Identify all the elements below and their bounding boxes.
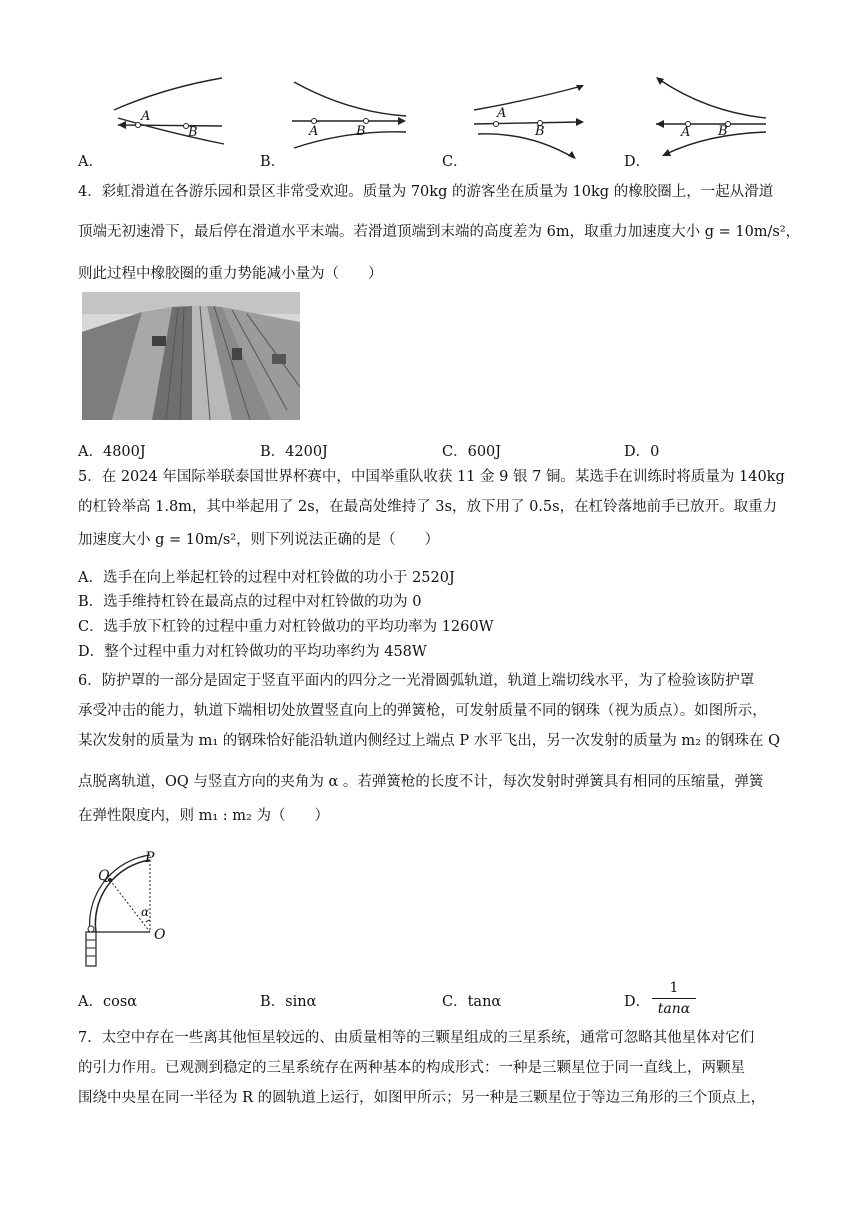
q6-option-a: A．cosα	[78, 994, 138, 1010]
q3-point-a-label: A	[309, 124, 319, 139]
q3-figure-c	[470, 82, 596, 162]
q5-option-c: C．选手放下杠铃的过程中重力对杠铃做功的平均功率为 1260W	[78, 619, 494, 635]
q6-option-c: C．tanα	[442, 994, 502, 1010]
q3-point-a-label: A	[141, 109, 151, 124]
q3-point-b-label: B	[188, 125, 198, 140]
q4-text-line: 则此过程中橡胶圈的重力势能减小量为（ ）	[78, 266, 383, 282]
q4-option-c: C．600J	[442, 444, 502, 460]
point-q-label: Q	[98, 868, 110, 884]
q5-text-line: 加速度大小 g = 10m/s²，则下列说法正确的是（ ）	[78, 532, 440, 548]
q3-point-b-label: B	[718, 124, 728, 139]
angle-alpha-label: α	[141, 905, 150, 919]
q4-option-a: A．4800J	[78, 444, 146, 460]
q3-option-d: D．	[624, 154, 651, 170]
q3-figure-b	[288, 76, 414, 150]
q3-point-a-label: A	[681, 125, 691, 140]
q6-text-line: 某次发射的质量为 m₁ 的钢珠恰好能沿轨道内侧经过上端点 P 水平飞出，另一次发射的质量为 m₂ 的钢珠在 Q	[78, 733, 781, 749]
q4-text-line: 顶端无初速滑下，最后停在滑道水平末端。若滑道顶端到末端的高度差为 6m，取重力加速度大小 g = 10m/s²，	[78, 224, 801, 240]
q7-text-line: 7．太空中存在一些离其他恒星较远的、由质量相等的三颗星组成的三星系统，通常可忽略其他星体对它们	[78, 1030, 755, 1046]
q3-figure-a	[104, 74, 230, 148]
q6-option-d: D．	[624, 994, 651, 1010]
q5-text-line: 5．在 2024 年国际举联泰国世界杯赛中，中国举重队收获 11 金 9 银 7 铜。某选手在训练时将质量为 140kg	[78, 469, 785, 485]
q5-option-a: A．选手在向上举起杠铃的过程中对杠铃做的功小于 2520J	[78, 570, 455, 586]
fraction-denominator: tanα	[657, 1001, 691, 1017]
q6-text-line: 承受冲击的能力，轨道下端相切处放置竖直向上的弹簧枪，可发射质量不同的钢珠（视为质点）。如图所示，	[78, 703, 767, 719]
fraction-numerator: 1	[652, 980, 696, 999]
q5-option-b: B．选手维持杠铃在最高点的过程中对杠铃做的功为 0	[78, 594, 422, 610]
q3-point-b-label: B	[356, 124, 366, 139]
q3-option-c: C．	[442, 154, 468, 170]
q3-point-a-label: A	[497, 106, 507, 121]
q6-option-d-fraction	[652, 980, 696, 1017]
q6-option-b: B．sinα	[260, 994, 317, 1010]
q7-text-line: 的引力作用。已观测到稳定的三星系统存在两种基本的构成形式：一种是三颗星位于同一直线上，两颗星	[78, 1060, 745, 1076]
arc-track-diagram	[80, 852, 180, 972]
q4-text-line: 4．彩虹滑道在各游乐园和景区非常受欢迎。质量为 70kg 的游客坐在质量为 10kg 的橡胶圈上，一起从滑道	[78, 184, 774, 200]
q7-text-line: 围绕中央星在同一半径为 R 的圆轨道上运行，如图甲所示；另一种是三颗星位于等边三角形的三个顶点上，	[78, 1090, 766, 1106]
q4-option-d: D．0	[624, 444, 660, 460]
q5-option-d: D．整个过程中重力对杠铃做功的平均功率约为 458W	[78, 644, 427, 660]
q6-text-line: 在弹性限度内，则 m₁ : m₂ 为（ ）	[78, 808, 329, 824]
point-o-label: O	[154, 927, 166, 943]
point-p-label: P	[145, 850, 155, 866]
q3-option-b: B．	[260, 154, 286, 170]
q6-text-line: 点脱离轨道，OQ 与竖直方向的夹角为 α 。若弹簧枪的长度不计，每次发射时弹簧具有相同的压缩量，弹簧	[78, 774, 764, 790]
rainbow-slide-photo	[82, 292, 300, 420]
q3-point-b-label: B	[535, 124, 545, 139]
q3-figure-d	[648, 74, 774, 158]
q4-option-b: B．4200J	[260, 444, 328, 460]
q6-text-line: 6．防护罩的一部分是固定于竖直平面内的四分之一光滑圆弧轨道，轨道上端切线水平，为了检验该防护罩	[78, 673, 755, 689]
q5-text-line: 的杠铃举高 1.8m，其中举起用了 2s，在最高处维持了 3s，放下用了 0.5s，在杠铃落地前手已放开。取重力	[78, 499, 778, 515]
q3-option-a: A．	[78, 154, 103, 170]
